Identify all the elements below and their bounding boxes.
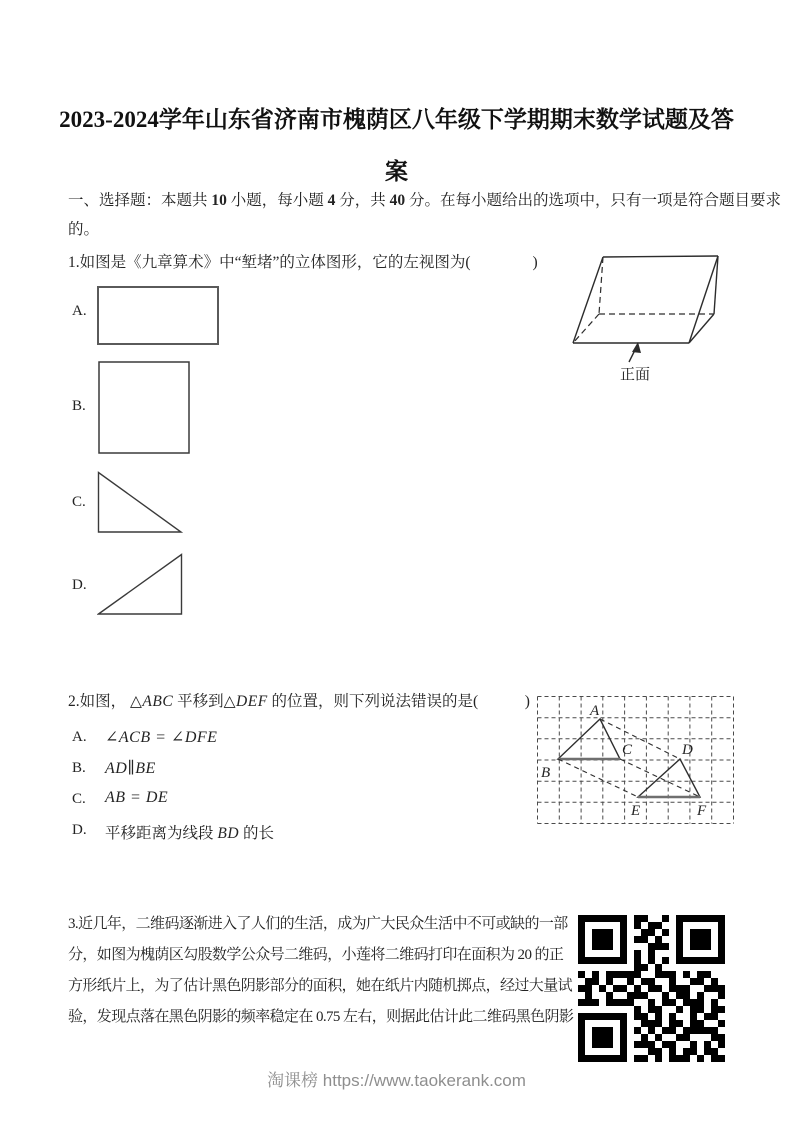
vertex-label-c: C <box>622 742 633 758</box>
question-1-text: 1.如图是《九章算术》中“堑堵”的立体图形，它的左视图为( ) <box>68 254 538 271</box>
q2-option-b-text: AD∥BE <box>105 760 156 777</box>
vertex-label-b: B <box>541 765 551 781</box>
q1-option-c-triangle-shape <box>97 471 183 534</box>
vertex-label-f: F <box>697 803 707 819</box>
q2-option-d-text: 平移距离为线段 BD 的长 <box>105 825 274 842</box>
q1-option-d-label: D. <box>72 577 87 593</box>
triangle-def <box>638 759 700 797</box>
question-3-line3: 方形纸片上，为了估计黑色阴影部分的面积，她在纸片内随机掷点，经过大量试 <box>68 978 573 994</box>
q2-translation-grid-figure <box>537 696 734 826</box>
q1-option-a-rectangle-shape <box>97 286 219 345</box>
section-heading-line1: 一、选择题：本题共 10 小题，每小题 4 分，共 40 分。在每小题给出的选项中，只有一项是符合题目要求 <box>68 192 782 209</box>
q2-option-c-text: AB = DE <box>105 789 169 806</box>
q2-option-c-label: C. <box>72 791 86 807</box>
q1-option-c-label: C. <box>72 494 86 510</box>
page-title-line1: 2023-2024学年山东省济南市槐荫区八年级下学期期末数学试题及答 <box>59 107 734 132</box>
q2-option-a-label: A. <box>72 729 87 745</box>
question-2-text: 2.如图， △ABC 平移到△DEF 的位置，则下列说法错误的是( ) <box>68 693 530 710</box>
q2-option-a-text: ∠ACB = ∠DFE <box>105 729 218 746</box>
question-3-line1: 3.近几年，二维码逐渐进入了人们的生活，成为广大民众生活中不可或缺的一部 <box>68 916 568 932</box>
q2-option-b-label: B. <box>72 760 86 776</box>
vertex-label-a: A <box>590 703 600 719</box>
vertex-label-e: E <box>631 803 641 819</box>
section-heading-line2: 的。 <box>68 221 100 238</box>
q1-prism-figure <box>565 248 737 388</box>
page-title <box>0 94 793 198</box>
prism-front-label: 正面 <box>619 367 651 383</box>
q1-option-d-triangle-shape <box>97 553 183 616</box>
vertex-label-d: D <box>682 742 693 758</box>
q2-option-d-label: D. <box>72 822 87 838</box>
q1-option-a-label: A. <box>72 303 87 319</box>
question-3-line2: 分，如图为槐荫区勾股数学公众号二维码，小莲将二维码打印在面积为 20 的正 <box>68 947 564 963</box>
footer-watermark: 淘课榜 https://www.taokerank.com <box>267 1071 526 1090</box>
page-title-line2: 案 <box>385 159 408 184</box>
q1-option-b-square-shape <box>98 361 190 454</box>
q1-option-b-label: B. <box>72 398 86 414</box>
question-3-line4: 验，发现点落在黑色阴影的频率稳定在 0.75 左右，则据此估计此二维码黑色阴影 <box>68 1009 574 1025</box>
qr-code <box>578 915 725 1062</box>
